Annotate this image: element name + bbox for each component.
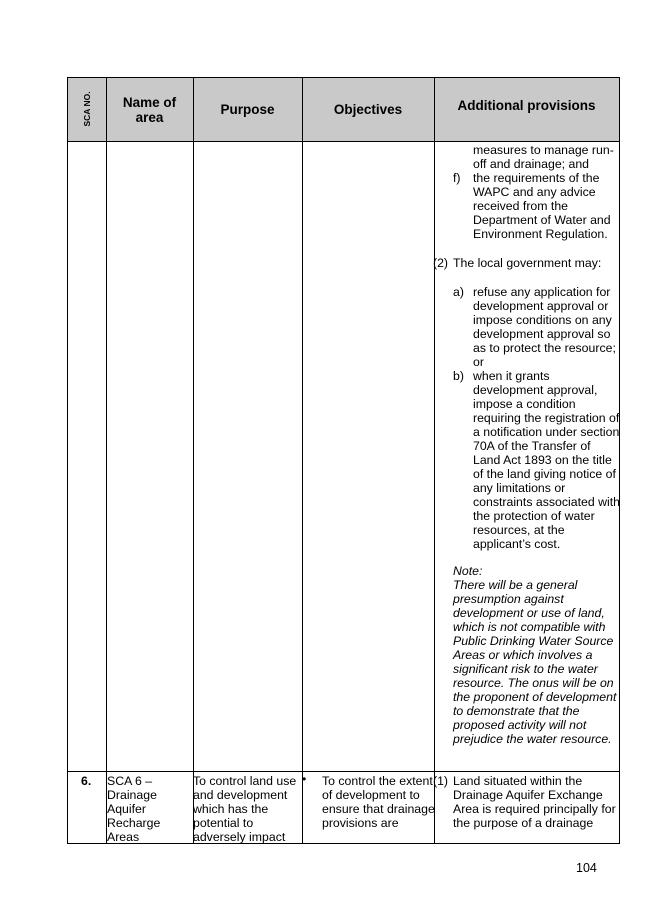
- area-name-line: Aquifer: [107, 802, 146, 816]
- purpose-line: and development: [193, 788, 288, 802]
- column-divider: [434, 78, 435, 843]
- provision-line: any limitations or: [473, 481, 566, 495]
- provision-line: when it grants: [473, 369, 550, 383]
- provision-line: 70A of the Transfer of: [473, 439, 591, 453]
- clause-marker: (1): [433, 774, 449, 788]
- purpose-line: which has the: [193, 802, 269, 816]
- provision-line: measures to manage run-: [473, 143, 614, 157]
- area-name-line: SCA 6 –: [107, 774, 153, 788]
- header-sca-no: [68, 78, 106, 141]
- note-line: development or use of land,: [453, 606, 605, 620]
- purpose-line: To control land use: [193, 774, 297, 788]
- note-line: There will be a general: [453, 578, 578, 592]
- bullet-icon: •: [302, 772, 307, 786]
- header-name-line-2: area: [135, 109, 164, 125]
- provision-line: applicant’s cost.: [473, 537, 561, 551]
- provision-line: impose conditions on any: [473, 313, 612, 327]
- provision-line: the purpose of a drainage: [453, 816, 594, 830]
- clause-marker: (2): [433, 256, 449, 270]
- clause-text: The local government may:: [453, 256, 602, 270]
- note-label: Note:: [453, 564, 483, 578]
- purpose-line: adversely impact: [193, 830, 286, 844]
- area-name-line: Areas: [107, 830, 140, 844]
- provision-line: off and drainage; and: [473, 157, 590, 171]
- note-line: the proponent of development: [453, 690, 617, 704]
- provision-line: Land situated within the: [453, 774, 583, 788]
- note-line: Public Drinking Water Source: [453, 634, 614, 648]
- page-number: 104: [576, 861, 597, 875]
- header-name-of-area: [106, 78, 193, 141]
- objective-line: To control the extent: [322, 774, 433, 788]
- objective-line: provisions are: [322, 816, 399, 830]
- provision-line: the protection of water: [473, 509, 595, 523]
- header-purpose: Purpose: [220, 102, 275, 117]
- row-divider: [68, 771, 619, 772]
- provision-line: refuse any application for: [473, 285, 611, 299]
- purpose-line: potential to: [193, 816, 254, 830]
- provision-line: impose a condition: [473, 397, 576, 411]
- provision-line: constraints associated with: [473, 495, 620, 509]
- note-line: presumption against: [453, 592, 564, 606]
- provision-line: resources, at the: [473, 523, 565, 537]
- list-marker: f): [453, 171, 461, 185]
- provision-line: Area is required principally for: [453, 802, 616, 816]
- provision-line: Department of Water and: [473, 213, 611, 227]
- provision-line: of the land giving notice of: [473, 467, 616, 481]
- note-line: resource. The onus will be on: [453, 676, 614, 690]
- provision-line: WAPC and any advice: [473, 185, 596, 199]
- provision-line: Drainage Aquifer Exchange: [453, 788, 603, 802]
- provision-line: Environment Regulation.: [473, 227, 608, 241]
- note-line: to demonstrate that the: [453, 704, 580, 718]
- column-divider: [193, 78, 194, 843]
- provision-line: development approval so: [473, 327, 611, 341]
- column-divider: [302, 78, 303, 843]
- header-name-line-1: Name of: [122, 94, 177, 110]
- note-line: Areas or which involves a: [453, 648, 593, 662]
- provision-line: received from the: [473, 199, 569, 213]
- provision-line: the requirements of the: [473, 171, 600, 185]
- list-marker: b): [453, 369, 464, 383]
- note-line: prejudice the water resource.: [453, 732, 612, 746]
- objective-line: ensure that drainage: [322, 802, 435, 816]
- note-line: which is not compatible with: [453, 620, 606, 634]
- header-objectives: Objectives: [333, 102, 403, 117]
- provision-line: as to protect the resource;: [473, 341, 616, 355]
- objective-line: of development to: [322, 788, 420, 802]
- provision-line: or: [473, 355, 484, 369]
- area-name-line: Drainage: [107, 788, 157, 802]
- list-marker: a): [453, 285, 464, 299]
- row-number: 6.: [81, 774, 92, 788]
- provision-line: development approval or: [473, 299, 609, 313]
- column-divider: [106, 78, 107, 843]
- note-line: proposed activity will not: [453, 718, 587, 732]
- note-line: significant risk to the water: [453, 662, 598, 676]
- provision-line: requiring the registration of: [473, 411, 620, 425]
- area-name-line: Recharge: [107, 816, 161, 830]
- provision-line: a notification under section: [473, 425, 620, 439]
- header-sca-no-label: SCA NO.: [82, 91, 92, 127]
- header-additional-provisions: Additional provisions: [457, 98, 596, 113]
- provision-line: development approval,: [473, 383, 598, 397]
- provision-line: Land Act 1893 on the title: [473, 453, 612, 467]
